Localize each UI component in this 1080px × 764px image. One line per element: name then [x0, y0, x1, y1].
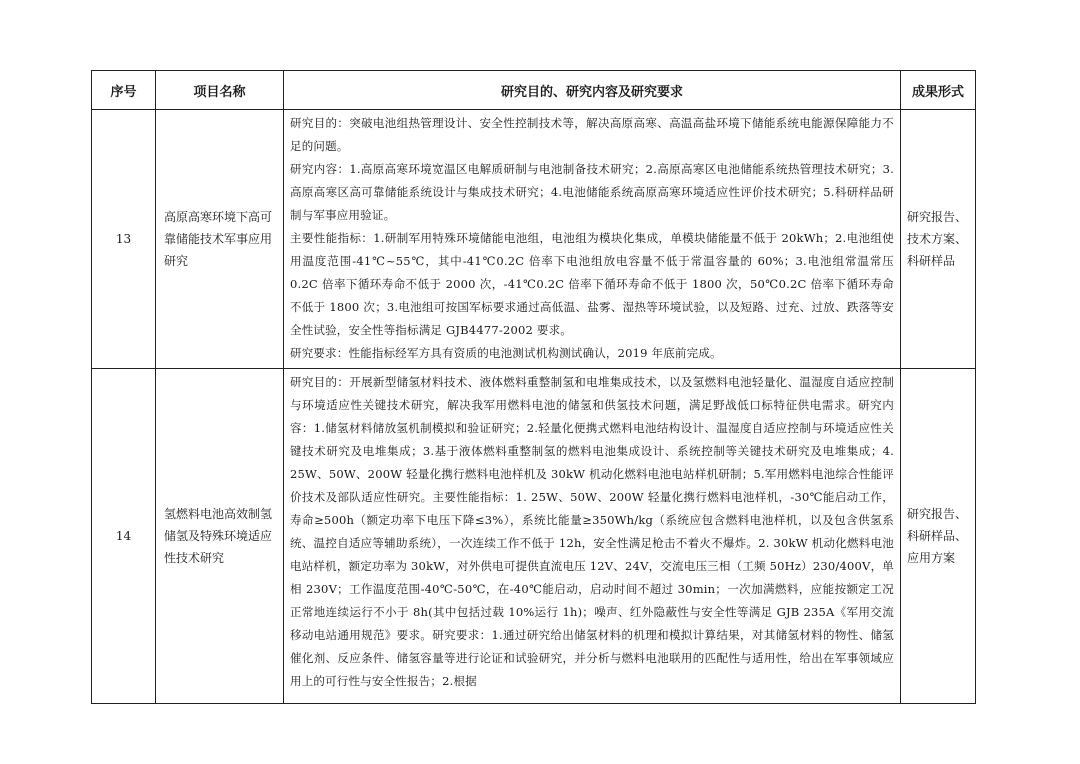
header-desc: 研究目的、研究内容及研究要求: [284, 71, 901, 110]
row-project-name: 高原高寒环境下高可靠储能技术军事应用研究: [156, 110, 284, 369]
row-description: [284, 110, 901, 369]
table-row: [92, 110, 976, 369]
research-details: 研究目的：开展新型储氢材料技术、液体燃料重整制氢和电堆集成技术，以及氢燃料电池轻量化、温湿度自适应控制与环境适应性关键技术研究，解决我军用燃料电池的储氢和供氢技术问题，满足野战低口标特征供电需求。研究内容：1.储氢材料储放氢机制模拟和验证研究；2.轻量化便携式燃料电池结构设计、温湿度自适应控制与环境适应性关键技术研究及电堆集成；3.基于液体燃料重整制氢的燃料电池集成设计、系统控制等关键技术研究及电堆集成；4. 25W、50W、200W 轻量化携行燃料电池样机及 30kW 机动化燃料电池电站样机研制；5.军用燃料电池综合性能评价技术及部队适应性研究。主要性能指标：1. 25W、50W、200W 轻量化携行燃料电池样机，-30℃能启动工作，寿命≥500h（额定功率下电压下降≤3%），系统比能量≥350Wh/kg（系统应包含燃料电池样机，以及包含供氢系统、温控自适应等辅助系统），一次连续工作不低于 12h，安全性满足枪击不着火不爆炸。2. 30kW 机动化燃料电池电站样机，额定功率为 30kW，对外供电可提供直流电压 12V、24V，交流电压三相（工频 50Hz）230/400V，单相 230V；工作温度范围-40℃-50℃，在-40℃能启动，启动时间不超过 30min；一次加满燃料，应能按额定工况正常地连续运行不小于 8h(其中包括过载 10%运行 1h)；噪声、红外隐蔽性与安全性等满足 GJB 235A《军用交流移动电站通用规范》要求。研究要求：1.通过研究给出储氢材料的机理和模拟计算结果，对其储氢材料的物性、储氢催化剂、反应条件、储氢容量等进行论证和试验研究，并分析与燃料电池联用的匹配性与适用性，给出在军事领域应用上的可行性与安全性报告；2.根据: [290, 375, 894, 688]
row-project-name: 氢燃料电池高效制氢储氢及特殊环境适应性技术研究: [156, 369, 284, 704]
table-header-row: [92, 71, 976, 110]
row-description: [284, 369, 901, 704]
header-result: 成果形式: [901, 71, 976, 110]
performance-indicators: 主要性能指标：1.研制军用特殊环境储能电池组，电池组为模块化集成，单模块储能量不低于 20kWh；2.电池组使用温度范围-41℃~55℃，其中-41℃0.2C 倍率下电池组放电容量不低于常温容量的 60%；3.电池组常温常压 0.2C 倍率下循环寿命不低于 2000 次，-41℃0.2C 倍率下循环寿命不低于 1800 次，50℃0.2C 倍率下循环寿命不低于 1800 次；3.电池组可按国军标要求通过高低温、盐雾、湿热等环境试验，以及短路、过充、过放、跌落等安全性试验，安全性等指标满足 GJB4477-2002 要求。: [290, 231, 894, 337]
header-seq: 序号: [92, 71, 156, 110]
row-seq: 14: [92, 369, 156, 704]
row-result-form: 研究报告、科研样品、应用方案: [901, 369, 976, 704]
row-seq: 13: [92, 110, 156, 369]
table-row: [92, 369, 976, 704]
row-result-form: 研究报告、技术方案、科研样品: [901, 110, 976, 369]
project-table: [91, 70, 976, 704]
header-name: 项目名称: [156, 71, 284, 110]
research-purpose: 研究目的：突破电池组热管理设计、安全性控制技术等，解决高原高寒、高温高盐环境下储能系统电能源保障能力不足的问题。: [290, 116, 894, 153]
research-requirements: 研究要求：性能指标经军方具有资质的电池测试机构测试确认，2019 年底前完成。: [290, 346, 722, 360]
research-content: 研究内容：1.高原高寒环境宽温区电解质研制与电池制备技术研究；2.高原高寒区电池储能系统热管理技术研究；3.高原高寒区高可靠储能系统设计与集成技术研究；4.电池储能系统高原高寒环境适应性评价技术研究；5.科研样品研制与军事应用验证。: [290, 162, 894, 222]
description-clip: [290, 371, 894, 697]
